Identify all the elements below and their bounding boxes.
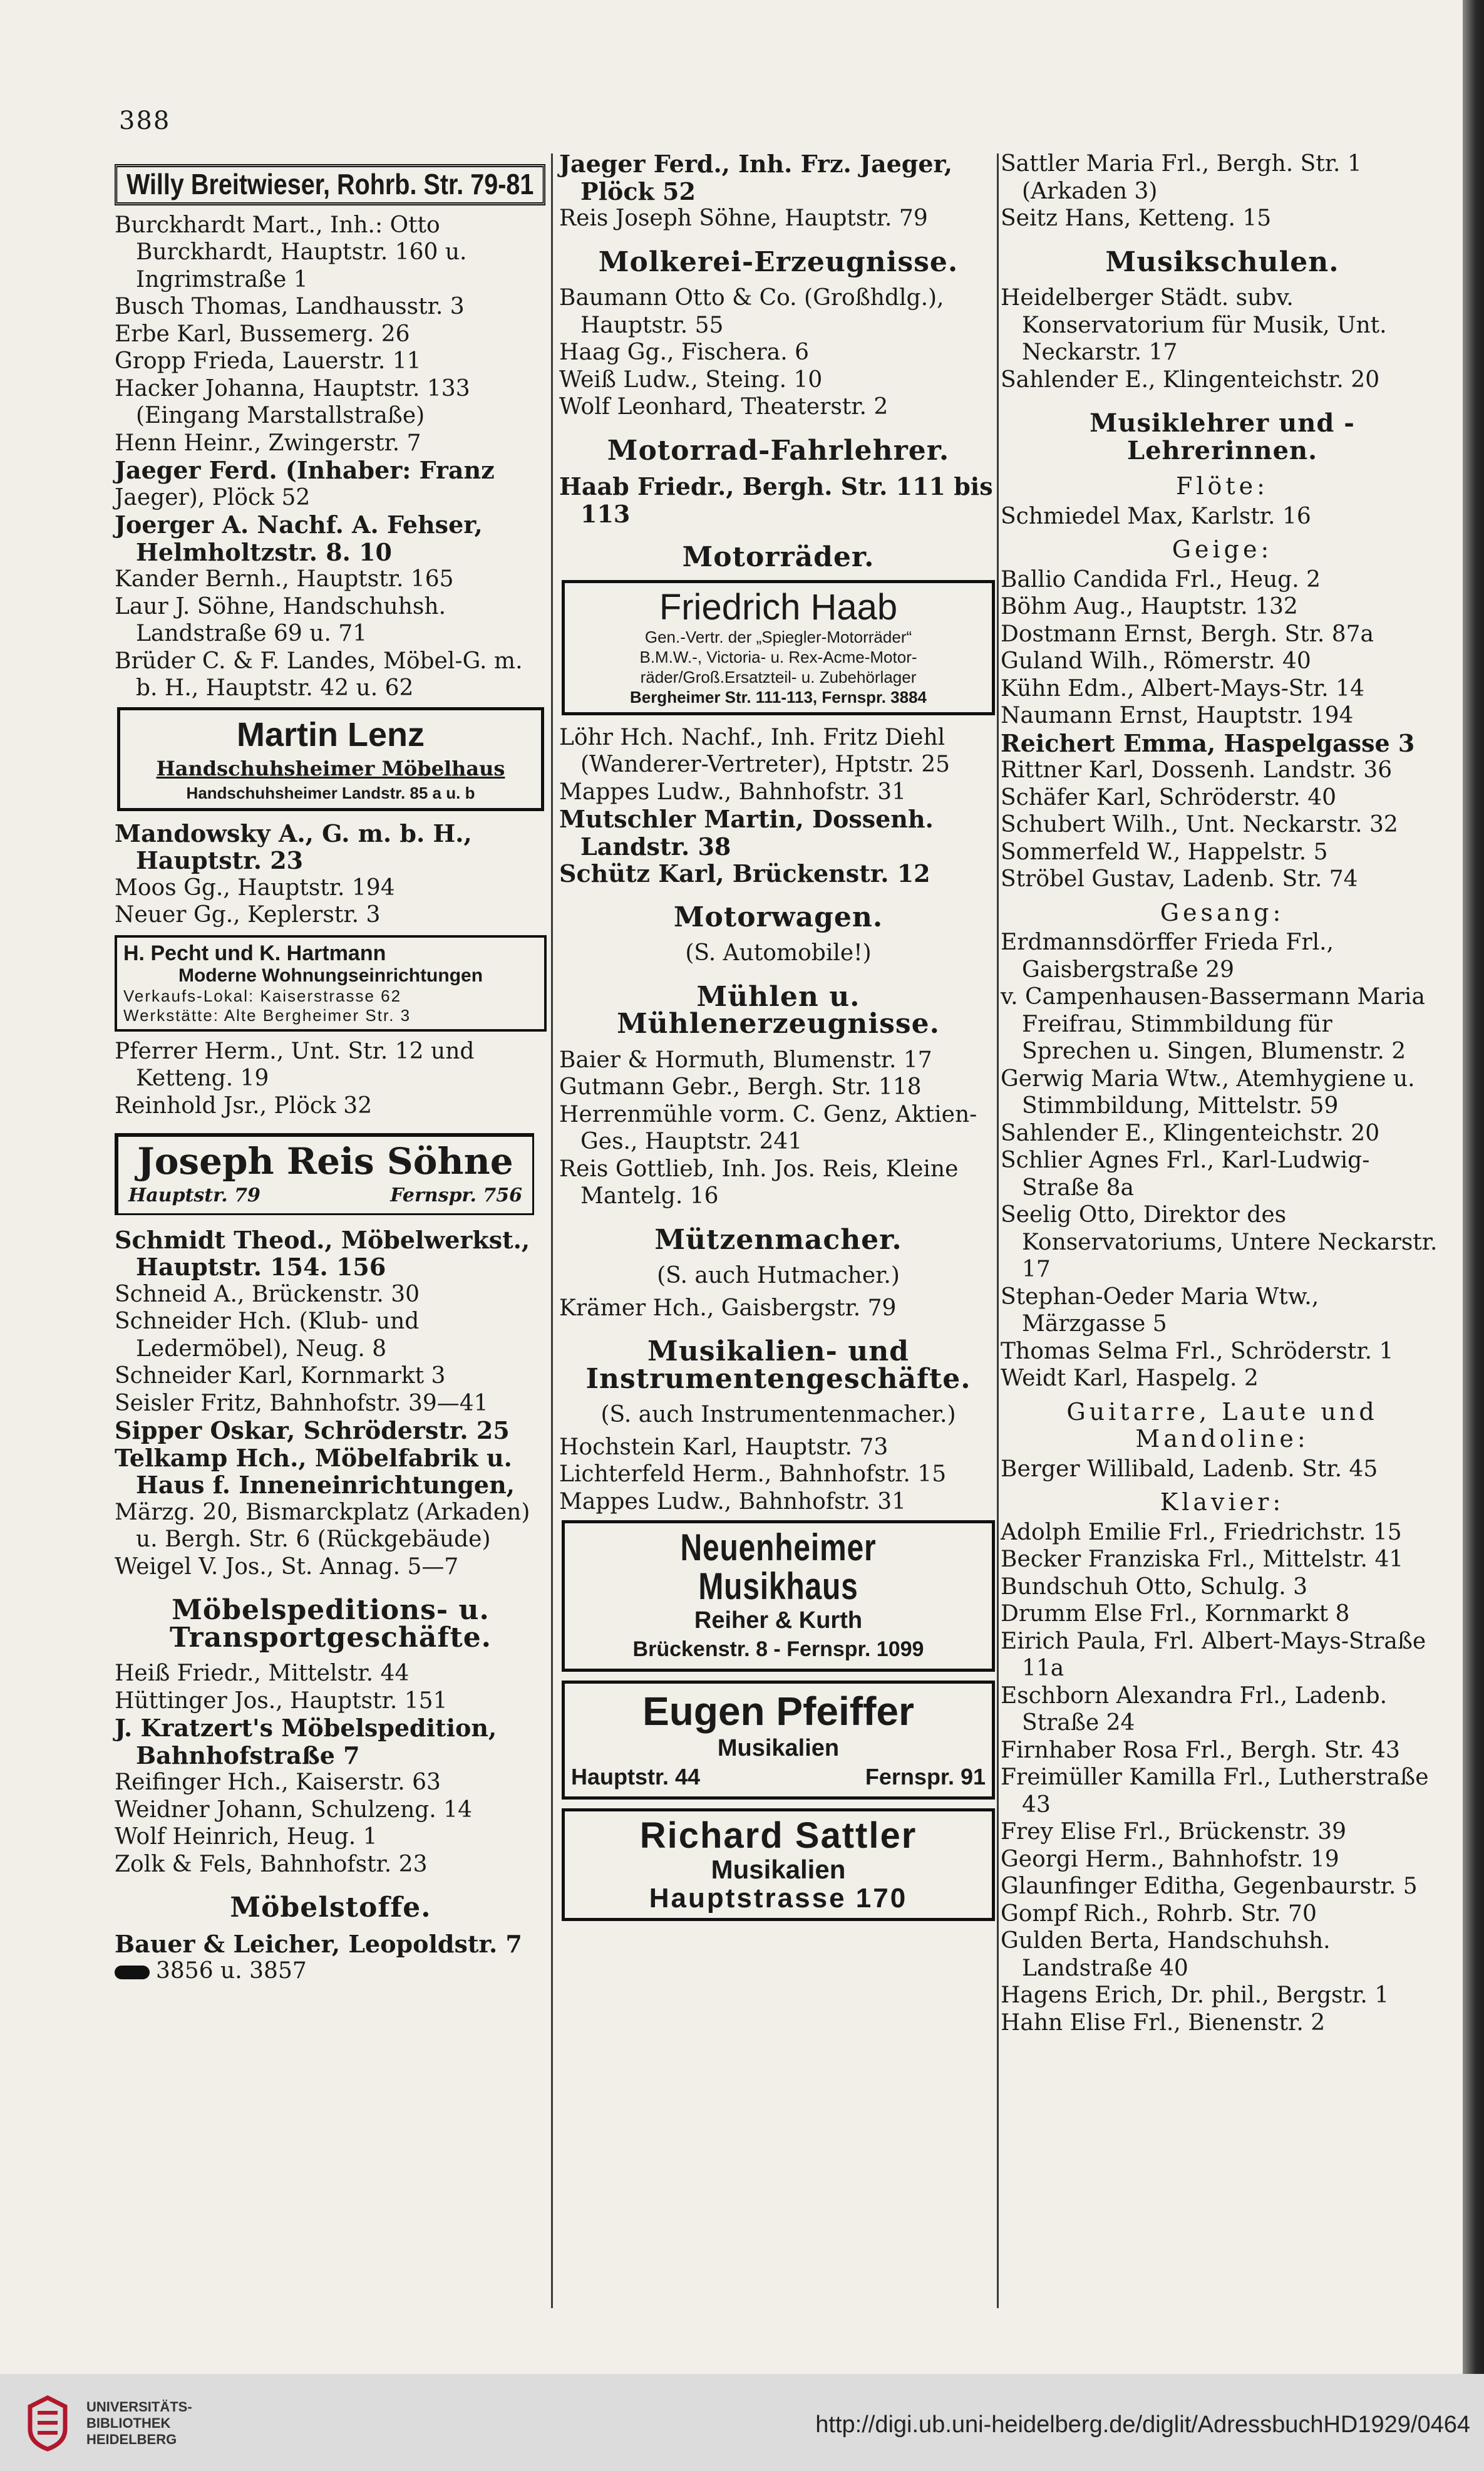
directory-entry: Reinhold Jsr., Plöck 32	[115, 1092, 373, 1119]
directory-entry: Reis Gottlieb, Inh. Jos. Reis, Kleine Mantelg. 16	[559, 1156, 959, 1209]
section-heading: Möbelstoffe.	[230, 1892, 431, 1924]
entry-list	[559, 1295, 997, 1322]
ad-line: Moderne Wohnungseinrichtungen	[178, 965, 483, 986]
section-heading: Motorräder.	[682, 541, 875, 573]
logo-line: BIBLIOTHEK	[86, 2415, 171, 2431]
ad-pfeiffer	[562, 1681, 995, 1800]
directory-entry: Sahlender E., Klingenteichstr. 20	[1001, 1120, 1380, 1146]
ad-line: Werkstätte: Alte Bergheimer Str. 3	[123, 1005, 411, 1025]
directory-entry: Herrenmühle vorm. C. Genz, Aktien-Ges., Hauptstr. 241	[559, 1101, 977, 1154]
directory-entry: Berger Willibald, Ladenb. Str. 45	[1001, 1456, 1378, 1482]
directory-entry: Naumann Ernst, Hauptstr. 194	[1001, 703, 1354, 728]
directory-entry: Adolph Emilie Frl., Friedrichstr. 15	[1001, 1519, 1402, 1545]
directory-entry: Glaunfinger Editha, Gegenbaurstr. 5	[1001, 1873, 1418, 1899]
ad-line: Verkaufs-Lokal: Kaiserstrasse 62	[123, 986, 402, 1005]
directory-entry: Drumm Else Frl., Kornmarkt 8	[1001, 1601, 1350, 1627]
ad-line: Reiher & Kurth	[694, 1607, 863, 1634]
ad-reis-soehne	[115, 1133, 534, 1215]
directory-entry: Märzg. 20, Bismarckplatz (Arkaden) u. Bergh. Str. 6 (Rückgebäude)	[115, 1499, 530, 1552]
directory-entry: Gulden Berta, Handschuhsh. Landstraße 40	[1001, 1928, 1331, 1981]
directory-entry: Sattler Maria Frl., Bergh. Str. 1 (Arkaden 3)	[1001, 151, 1362, 204]
ad-line: Handschuhsheimer Möbelhaus	[156, 756, 505, 780]
logo-line: UNIVERSITÄTS-	[86, 2399, 192, 2415]
directory-entry: Schäfer Karl, Schröderstr. 40	[1001, 784, 1337, 811]
directory-entry: Firnhaber Rosa Frl., Bergh. Str. 43	[1001, 1737, 1400, 1763]
entry-list	[1001, 1519, 1444, 2037]
directory-entry: Sipper Oskar, Schröderstr. 25	[115, 1416, 510, 1444]
phone-numbers: 3856 u. 3857	[156, 1958, 307, 1984]
directory-entry: Georgi Herm., Bahnhofstr. 19	[1001, 1846, 1339, 1872]
ad-line: Handschuhsheimer Landstr. 85 a u. b	[186, 783, 475, 802]
directory-entry: Schubert Wilh., Unt. Neckarstr. 32	[1001, 812, 1398, 837]
entry-list	[1001, 150, 1444, 232]
ad-title: H. Pecht und K. Hartmann	[123, 941, 386, 965]
directory-entry: Rittner Karl, Dossenh. Landstr. 36	[1001, 757, 1393, 783]
entry-list	[1001, 284, 1444, 393]
directory-entry: Reis Joseph Söhne, Hauptstr. 79	[559, 205, 928, 231]
ad-line: Hauptstrasse 170	[649, 1883, 908, 1914]
directory-entry: v. Campenhausen-Bassermann Maria Freifrau, Stimmbildung für Sprechen u. Singen, Blumenstr. 2	[1001, 984, 1425, 1064]
directory-entry: Schneider Karl, Kornmarkt 3	[115, 1363, 446, 1389]
directory-entry: Heidelberger Städt. subv. Konservatorium für Musik, Unt. Neckarstr. 17	[1001, 285, 1387, 365]
directory-entry: Jaeger), Plöck 52	[115, 484, 311, 510]
entry-list	[1001, 929, 1444, 1392]
directory-entry: Schlier Agnes Frl., Karl-Ludwig-Straße 8a	[1001, 1147, 1370, 1201]
subsection-heading: Flöte:	[1176, 472, 1269, 500]
directory-entry: Hacker Johanna, Hauptstr. 133 (Eingang Marstallstraße)	[115, 375, 470, 428]
directory-entry: Joerger A. Nachf. A. Fehser, Helmholtzstr. 8. 10	[115, 510, 483, 566]
section-heading: Motorrad-Fahrlehrer.	[607, 434, 950, 467]
directory-entry: Gerwig Maria Wtw., Atemhygiene u. Stimmbildung, Mittelstr. 59	[1001, 1065, 1415, 1119]
directory-entry: Bauer & Leicher, Leopoldstr. 7	[115, 1929, 522, 1958]
directory-entry: Laur J. Söhne, Handschuhsh. Landstraße 69 u. 71	[115, 593, 446, 646]
ad-title: Richard Sattler	[639, 1815, 917, 1856]
entry-list	[559, 150, 997, 232]
subsection-heading: Klavier:	[1160, 1488, 1285, 1516]
entry-list	[115, 212, 547, 702]
section-heading: Molkerei-Erzeugnisse.	[598, 246, 959, 278]
directory-entry: Moos Gg., Hauptstr. 194	[115, 874, 395, 901]
directory-entry: Busch Thomas, Landhausstr. 3	[115, 294, 465, 319]
telephone-icon	[115, 1966, 150, 1979]
ad-line: Gen.-Vertr. der „Spiegler-Motorräder“	[644, 627, 912, 646]
entry-list	[115, 1660, 547, 1878]
footer-bar	[0, 2374, 1484, 2471]
directory-entry: Guland Wilh., Römerstr. 40	[1001, 648, 1311, 674]
directory-entry: Eirich Paula, Frl. Albert-Mays-Straße 11a	[1001, 1628, 1426, 1681]
entry-list	[115, 820, 547, 929]
section-heading: Mühlen u. Mühlenerzeugnisse.	[617, 980, 940, 1040]
directory-entry: Gutmann Gebr., Bergh. Str. 118	[559, 1074, 922, 1100]
directory-entry: Baier & Hormuth, Blumenstr. 17	[559, 1047, 932, 1073]
ad-title: Friedrich Haab	[659, 586, 898, 628]
directory-entry: Zolk & Fels, Bahnhofstr. 23	[115, 1851, 428, 1877]
ad-address: Hauptstr. 79	[128, 1184, 260, 1206]
directory-entry: Telkamp Hch., Möbelfabrik u. Haus f. Inneneinrichtungen,	[115, 1443, 515, 1499]
column-1	[115, 150, 547, 1985]
ad-address: Hauptstr. 44	[571, 1764, 701, 1790]
directory-entry: Brüder C. & F. Landes, Möbel-G. m. b. H., Hauptstr. 42 u. 62	[115, 648, 523, 701]
directory-entry: Ballio Candida Frl., Heug. 2	[1001, 566, 1321, 593]
directory-entry: Jaeger Ferd., Inh. Frz. Jaeger, Plöck 52	[559, 150, 953, 205]
directory-entry: Erdmannsdörffer Frieda Frl., Gaisbergstraße 29	[1001, 930, 1334, 983]
directory-entry: Reichert Emma, Haspelgasse 3	[1001, 728, 1415, 757]
section-note: (S. auch Instrumentenmacher.)	[600, 1402, 956, 1427]
section-heading: Mützenmacher.	[654, 1223, 902, 1256]
entry-list	[559, 1434, 997, 1516]
entry-list	[1001, 566, 1444, 893]
entry-list	[115, 1038, 547, 1120]
logo-line: HEIDELBERG	[86, 2432, 177, 2447]
section-note: (S. Automobile!)	[685, 940, 872, 966]
directory-entry: Freimüller Kamilla Frl., Lutherstraße 43	[1001, 1764, 1429, 1818]
directory-entry: J. Kratzert's Möbelspedition, Bahnhofstraße 7	[115, 1714, 497, 1769]
directory-entry: Hagens Erich, Dr. phil., Bergstr. 1	[1001, 1982, 1389, 2008]
directory-entry: Haab Friedr., Bergh. Str. 111 bis 113	[559, 472, 993, 528]
directory-entry: Seitz Hans, Ketteng. 15	[1001, 205, 1272, 231]
ad-sattler	[562, 1808, 995, 1921]
directory-entry: Lichterfeld Herm., Bahnhofstr. 15	[559, 1461, 947, 1487]
directory-entry: Mappes Ludw., Bahnhofstr. 31	[559, 779, 907, 805]
directory-entry: Neuer Gg., Keplerstr. 3	[115, 902, 381, 928]
section-heading: Musikschulen.	[1105, 246, 1339, 278]
entry-list	[559, 284, 997, 421]
subsection-heading: Geige:	[1172, 536, 1273, 563]
ad-title: Neuenheimer Musikhaus	[680, 1526, 877, 1607]
section-heading: Motorwagen.	[673, 901, 884, 933]
ad-lenz	[117, 707, 544, 811]
ad-line: Brückenstr. 8 - Fernspr. 1099	[632, 1637, 924, 1661]
directory-entry: Sahlender E., Klingenteichstr. 20	[1001, 366, 1380, 393]
entry-list	[115, 1226, 547, 1581]
column-rule	[551, 153, 553, 2308]
directory-entry: Weidner Johann, Schulzeng. 14	[115, 1796, 472, 1823]
directory-entry: Stephan-Oeder Maria Wtw., Märzgasse 5	[1001, 1283, 1319, 1337]
entry-list	[115, 1930, 547, 1958]
subsection-heading: Guitarre, Laute und Mandoline:	[1066, 1397, 1378, 1453]
directory-entry: Krämer Hch., Gaisbergstr. 79	[559, 1295, 897, 1321]
directory-entry: Erbe Karl, Bussemerg. 26	[115, 321, 410, 347]
entry-list	[1001, 1456, 1444, 1483]
page-edge-shadow	[1463, 0, 1484, 2374]
section-heading: Musiklehrer und -Lehrerinnen.	[1090, 408, 1355, 465]
directory-entry: Heiß Friedr., Mittelstr. 44	[115, 1660, 410, 1686]
directory-entry: Mappes Ludw., Bahnhofstr. 31	[559, 1488, 907, 1515]
column-2	[559, 150, 997, 1930]
directory-entry: Mutschler Martin, Dossenh. Landstr. 38	[559, 805, 934, 861]
page-number: 388	[119, 106, 171, 135]
directory-entry: Mandowsky A., G. m. b. H., Hauptstr. 23	[115, 819, 472, 874]
directory-entry: Pferrer Herm., Unt. Str. 12 und Ketteng. 19	[115, 1038, 475, 1091]
directory-entry: Böhm Aug., Hauptstr. 132	[1001, 594, 1298, 619]
ad-title: Joseph Reis Söhne	[137, 1140, 513, 1183]
ad-line: B.M.W.-, Victoria- u. Rex-Acme-Motor-	[639, 647, 917, 666]
directory-entry: Hüttinger Jos., Hauptstr. 151	[115, 1687, 448, 1714]
section-note: (S. auch Hutmacher.)	[657, 1263, 900, 1288]
ad-line: Musikalien	[717, 1735, 840, 1761]
ad-line: Musikalien	[711, 1855, 846, 1884]
directory-entry: Seelig Otto, Direktor des Konservatoriums, Untere Neckarstr. 17	[1001, 1202, 1438, 1282]
ad-phone: Fernspr. 91	[865, 1764, 986, 1790]
directory-entry: Becker Franziska Frl., Mittelstr. 41	[1001, 1546, 1404, 1572]
directory-entry: Gropp Frieda, Lauerstr. 11	[115, 348, 421, 374]
directory-entry: Weidt Karl, Haspelg. 2	[1001, 1365, 1259, 1391]
source-url-link[interactable]: http://digi.ub.uni-heidelberg.de/diglit/AdressbuchHD1929/0464	[815, 2411, 1470, 2438]
ad-breitwieser: Willy Breitwieser, Rohrb. Str. 79-81	[115, 164, 545, 205]
directory-entry: Sommerfeld W., Happelstr. 5	[1001, 839, 1328, 865]
directory-entry: Baumann Otto & Co. (Großhdlg.), Hauptstr. 55	[559, 285, 944, 338]
directory-entry: Schneid A., Brückenstr. 30	[115, 1281, 420, 1307]
entry-list	[559, 1047, 997, 1210]
directory-entry: Hochstein Karl, Hauptstr. 73	[559, 1434, 889, 1460]
ad-line: Bergheimer Str. 111-113, Fernspr. 3884	[629, 687, 927, 707]
directory-entry: Ströbel Gustav, Ladenb. Str. 74	[1001, 866, 1358, 892]
directory-entry: Seisler Fritz, Bahnhofstr. 39—41	[115, 1390, 488, 1416]
directory-entry: Eschborn Alexandra Frl., Ladenb. Straße 24	[1001, 1682, 1388, 1736]
entry-list	[1001, 503, 1444, 531]
section-heading: Möbelspeditions- u. Transportgeschäfte.	[170, 1594, 492, 1654]
directory-entry: Weiß Ludw., Steing. 10	[559, 366, 823, 393]
entry-list	[559, 473, 997, 527]
directory-entry: Burckhardt Mart., Inh.: Otto Burckhardt, Hauptstr. 160 u. Ingrimstraße 1	[115, 212, 467, 293]
directory-entry: Schneider Hch. (Klub- und Ledermöbel), Neug. 8	[115, 1308, 420, 1362]
directory-entry: Löhr Hch. Nachf., Inh. Fritz Diehl (Wanderer-Vertreter), Hptstr. 25	[559, 724, 951, 777]
directory-entry: Hahn Elise Frl., Bienenstr. 2	[1001, 2009, 1326, 2036]
directory-entry: Schütz Karl, Brückenstr. 12	[559, 859, 930, 888]
directory-entry: Weigel V. Jos., St. Annag. 5—7	[115, 1553, 459, 1580]
ad-phone: Fernspr. 756	[390, 1184, 522, 1206]
directory-entry: Frey Elise Frl., Brückenstr. 39	[1001, 1819, 1347, 1845]
directory-entry: Kander Bernh., Hauptstr. 165	[115, 566, 454, 592]
ad-haab	[562, 580, 995, 715]
directory-entry: Bundschuh Otto, Schulg. 3	[1001, 1573, 1308, 1600]
directory-entry: Thomas Selma Frl., Schröderstr. 1	[1001, 1338, 1394, 1364]
library-logo-icon	[19, 2394, 76, 2452]
entry-list	[559, 724, 997, 888]
directory-entry: Wolf Leonhard, Theaterstr. 2	[559, 394, 889, 420]
directory-entry: Dostmann Ernst, Bergh. Str. 87a	[1001, 621, 1374, 647]
library-logo-text	[86, 2399, 192, 2448]
directory-entry: Reifinger Hch., Kaiserstr. 63	[115, 1769, 441, 1795]
section-heading: Musikalien- und Instrumentengeschäfte.	[585, 1335, 971, 1395]
directory-entry: Kühn Edm., Albert-Mays-Str. 14	[1001, 675, 1364, 702]
ad-title: Eugen Pfeiffer	[642, 1689, 914, 1734]
subsection-heading: Gesang:	[1160, 898, 1285, 926]
directory-entry: Haag Gg., Fischera. 6	[559, 339, 810, 365]
ad-title: Martin Lenz	[236, 715, 425, 754]
directory-entry: Wolf Heinrich, Heug. 1	[115, 1824, 378, 1850]
directory-entry: Schmidt Theod., Möbelwerkst., Hauptstr. 154. 156	[115, 1225, 530, 1281]
directory-entry: Jaeger Ferd. (Inhaber: Franz	[115, 456, 495, 484]
ad-line: räder/Groß.Ersatzteil- u. Zubehörlager	[640, 667, 917, 686]
column-3	[1001, 150, 1444, 2036]
directory-entry: Schmiedel Max, Karlstr. 16	[1001, 503, 1311, 529]
directory-entry: Henn Heinr., Zwingerstr. 7	[115, 430, 421, 456]
ad-neuenheimer-musikhaus	[562, 1520, 995, 1672]
directory-entry: Gompf Rich., Rohrb. Str. 70	[1001, 1900, 1317, 1927]
ad-pecht-hartmann	[115, 935, 547, 1032]
